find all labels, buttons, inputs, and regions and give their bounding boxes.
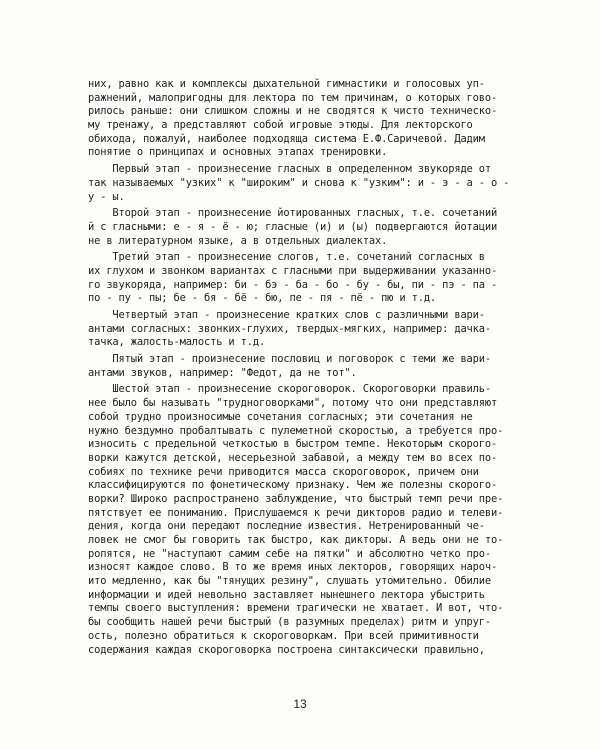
text-line: не в литературном языке, а в отдельных диалектах. — [88, 234, 388, 247]
text-line: го звукоряда, например: би - бэ - ба - бо - бу - бы, пи - пэ - па - — [88, 278, 498, 291]
text-line: рилось раньше: они слишком сложны и не сводятся к чисто техническо- — [88, 105, 498, 118]
text-line: информации и идей невольно заставляет нынешнего лектора убыстрить — [88, 588, 485, 601]
text-line: их глухом и звонком вариантах с гласными при выдерживании указанно- — [88, 264, 498, 277]
text-line: й с гласными: е - я - ё - ю; гласные (и) и (ы) подвергаются йотации — [88, 220, 498, 233]
text-line: собиях по технике речи приводится масса скороговорок, причем они — [88, 465, 479, 478]
text-line: Четвертый этап - произнесение кратких слов с различными вари- — [88, 309, 485, 321]
text-line: ловек не смог бы говорить так быстро, как дикторы. А ведь они не то- — [88, 534, 504, 546]
text-line: обихода, пожалуй, наиболее подходяща система Е.Ф.Саричевой. Дадим — [88, 132, 485, 145]
text-line: классифицируются по фонетическому признаку. Чем же полезны скорого- — [88, 479, 498, 492]
text-line: так называемых "узких" к "широким" и снова к "узким": и - э - а - о - — [88, 176, 510, 189]
text-line: у - ы. — [88, 190, 125, 203]
text-line: Второй этап - произнесение йотированных гласных, т.е. сочетаний — [88, 207, 498, 220]
text-line: тачка, жалость-малость и т.д. — [88, 336, 266, 349]
text-line: ропятся, не "наступают самим себе на пятки" и абсолютно четко про- — [88, 547, 491, 560]
text-line: износят каждое слово. В то же время иных лекторов, говорящих нароч- — [88, 561, 498, 574]
page-number: 13 — [293, 697, 307, 711]
text-line: ворки кажутся детской, несерьезной забавой, а между тем во всех по- — [88, 451, 498, 464]
text-line: нее было бы называть "трудноговорками", потому что они представляют — [88, 397, 498, 410]
body-text — [88, 78, 520, 657]
text-line: темпы своего выступления: времени трагически не хватает. И вот, что- — [88, 602, 504, 615]
text-line: Третий этап - произнесение слогов, т.е. сочетаний согласных в — [88, 251, 485, 264]
text-line: них, равно как и комплексы дыхательной гимнастики и голосовых уп- — [88, 78, 485, 90]
text-line: нужно бездумно пробалтывать с пулеметной скоростью, а требуется про- — [88, 424, 504, 437]
text-line: собой трудно произносимые сочетания согласных; эти сочетания не — [88, 410, 473, 423]
text-line: Первый этап - произнесение гласных в определенном звукоряде от — [88, 163, 491, 176]
text-line: ражнений, малопригодны для лектора по тем причинам, о которых гово- — [88, 91, 498, 104]
text-line: Шестой этап - произнесение скороговорок. Скороговорки правиль- — [88, 383, 491, 396]
text-line: ито медленно, как бы "тянущих резину", слушать утомительно. Обилие — [88, 575, 491, 588]
text-line: Пятый этап - произнесение пословиц и поговорок с теми же вари- — [88, 353, 491, 366]
text-line: антами звуков, например: "Федот, да не тот". — [88, 366, 357, 379]
text-line: понятие о принципах и основных этапах тренировки. — [88, 146, 388, 159]
text-line: дения, когда они передают последние известия. Нетренированный че- — [88, 520, 485, 533]
text-line: му тренажу, а представляют собой игровые этюды. Для лекторского — [88, 119, 473, 132]
text-line: износить с предельной четкостью в быстром темпе. Некоторым скорого- — [88, 438, 498, 451]
text-line: по - пу - пы; бе - бя - бё - бю, пе - пя - пё - пю и т.д. — [88, 292, 437, 305]
text-line: ворки? Широко распространено заблуждение, что быстрый темп речи пре- — [88, 492, 504, 505]
text-line: содержания каждая скороговорка построена синтаксически правильно, — [88, 643, 485, 656]
text-line: ость, полезно обратиться к скороговоркам. При всей примитивности — [88, 629, 479, 642]
text-line: антами согласных: звонких-глухих, твердых-мягких, например: дачка- — [88, 322, 491, 335]
text-line: пятствует ее пониманию. Прислушаемся к речи дикторов радио и телеви- — [88, 506, 504, 519]
text-line: бы сообщить нашей речи быстрый (в разумных пределах) ритм и упруг- — [88, 616, 491, 629]
